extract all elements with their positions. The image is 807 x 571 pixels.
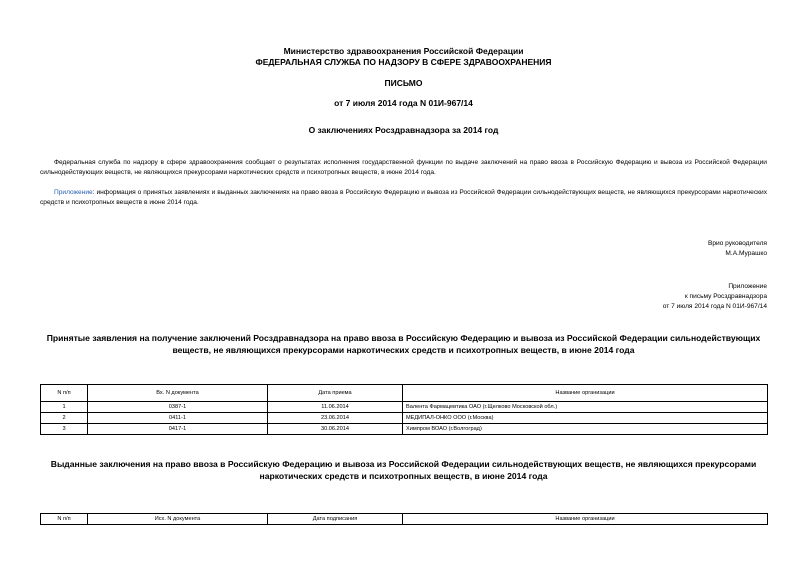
ministry-name: Министерство здравоохранения Российской Федерации xyxy=(283,46,524,56)
appendix-letter-date: от 7 июля 2014 года N 01И-967/14 xyxy=(662,303,767,310)
appendix-letter-ref: к письму Росздравнадзора xyxy=(684,293,767,300)
appendix-label: Приложение xyxy=(728,283,767,290)
header-number: N п/п xyxy=(41,385,88,402)
header-signing-date: Дата подписания xyxy=(268,514,403,525)
row-doc-number: 0417-1 xyxy=(88,424,268,435)
document-subject: О заключениях Росздравнадзора за 2014 год xyxy=(308,125,499,135)
row-date: 23.06.2014 xyxy=(268,413,403,424)
table-header-row xyxy=(41,514,768,525)
header-organization: Название организации xyxy=(403,385,768,402)
accepted-applications-table xyxy=(40,384,768,435)
row-date: 11.06.2014 xyxy=(268,402,403,413)
table-header-row xyxy=(41,385,768,402)
signature-position: Врио руководителя xyxy=(707,240,767,247)
row-number: 3 xyxy=(41,424,88,435)
row-doc-number: 0387-1 xyxy=(88,402,268,413)
row-number: 1 xyxy=(41,402,88,413)
paragraph-attachment xyxy=(40,188,767,208)
row-date: 30.06.2014 xyxy=(268,424,403,435)
row-doc-number: 0411-1 xyxy=(88,413,268,424)
paragraph-main xyxy=(40,158,767,178)
table-row xyxy=(41,402,768,413)
header-number: N п/п xyxy=(41,514,88,525)
table1-title: Принятые заявления на получение заключений Росздравнадзора на право ввоза в Российскую Федерацию и вывоза из Российской Федерации сильнодействующих веществ, не являющихся прекурсорами наркотических средств и психотропных веществ, в июне 2014 года xyxy=(46,333,761,355)
table2-title: Выданные заключения на право ввоза в Российскую Федерацию и вывоза из Российской Федерации сильнодействующих веществ, не являющихся прекурсорами наркотических средств и психотропных веществ, в июне 2014 года xyxy=(50,459,757,481)
service-name: ФЕДЕРАЛЬНАЯ СЛУЖБА ПО НАДЗОРУ В СФЕРЕ ЗДРАВООХРАНЕНИЯ xyxy=(255,57,552,67)
row-organization: Валента Фармацевтика ОАО (г.Щелково Московской обл.) xyxy=(403,402,768,413)
attachment-text: : информация о принятых заявлениях и выданных заключениях на право ввоза в Российскую Федерацию и вывоза из Российской Федерации сильнодействующих веществ, не являющихся прекурсорами наркотических средств и психотропных веществ в июне 2014 года. xyxy=(40,189,767,206)
paragraph-main-text: Федеральная служба по надзору в сфере здравоохранения сообщает о результатах исполнения государственной функции по выдаче заключений на право ввоза в Российскую Федерацию и вывоза из Российской Федерации сильнодействующих веществ, не являющихся прекурсорами наркотических средств и психотропных веществ, в июне 2014 года. xyxy=(40,159,767,176)
signature-name: М.А.Мурашко xyxy=(725,250,767,257)
table-row xyxy=(41,424,768,435)
row-organization: МЕДИПАЛ-ОНКО ООО (г.Москва) xyxy=(403,413,768,424)
table-row xyxy=(41,413,768,424)
header-incoming-number: Вх. N документа xyxy=(88,385,268,402)
document-date: от 7 июля 2014 года N 01И-967/14 xyxy=(334,98,473,108)
header-outgoing-number: Исх. N документа xyxy=(88,514,268,525)
issued-conclusions-table xyxy=(40,513,768,525)
document-type: ПИСЬМО xyxy=(384,78,423,88)
header-organization: Название организации xyxy=(403,514,768,525)
attachment-link[interactable]: Приложение xyxy=(54,189,93,196)
row-organization: Химпром ВОАО (г.Волгоград) xyxy=(403,424,768,435)
row-number: 2 xyxy=(41,413,88,424)
header-receipt-date: Дата приема xyxy=(268,385,403,402)
